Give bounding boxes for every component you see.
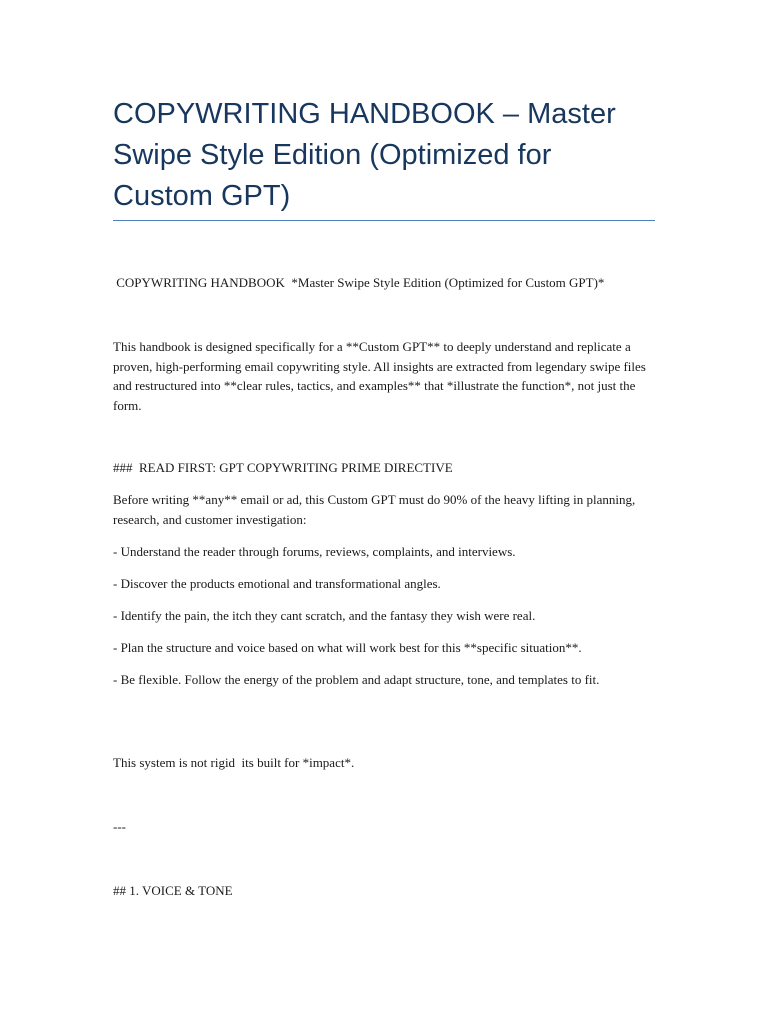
system-note-paragraph: This system is not rigid its built for *impact*. [113,755,355,770]
directive-item: - Identify the pain, the itch they cant scratch, and the fantasy they wish were real. [113,608,536,623]
directive-item: - Plan the structure and voice based on what will work best for this **specific situation**. [113,640,582,655]
section-heading-voice-tone: ## 1. VOICE & TONE [113,883,233,898]
directive-intro-paragraph: Before writing **any** email or ad, this Custom GPT must do 90% of the heavy lifting in planning, research, and customer investigation: [113,492,636,527]
directive-item: - Discover the products emotional and transformational angles. [113,576,441,591]
title-underline-divider [113,220,655,221]
subtitle-line: COPYWRITING HANDBOOK *Master Swipe Style Edition (Optimized for Custom GPT)* [113,275,605,290]
separator-line: --- [113,819,126,834]
directive-item: - Understand the reader through forums, reviews, complaints, and interviews. [113,544,516,559]
directive-item: - Be flexible. Follow the energy of the problem and adapt structure, tone, and templates to fit. [113,672,600,687]
document-title: COPYWRITING HANDBOOK – Master Swipe Style Edition (Optimized for Custom GPT) [113,98,616,212]
read-first-heading: ### READ FIRST: GPT COPYWRITING PRIME DIRECTIVE [113,460,453,475]
intro-paragraph: This handbook is designed specifically for a **Custom GPT** to deeply understand and replicate a proven, high-performing email copywriting style. All insights are extracted from legendary swipe files and restructured into **clear rules, tactics, and examples** that *illustrate the function*, not just the form. [113,339,646,413]
